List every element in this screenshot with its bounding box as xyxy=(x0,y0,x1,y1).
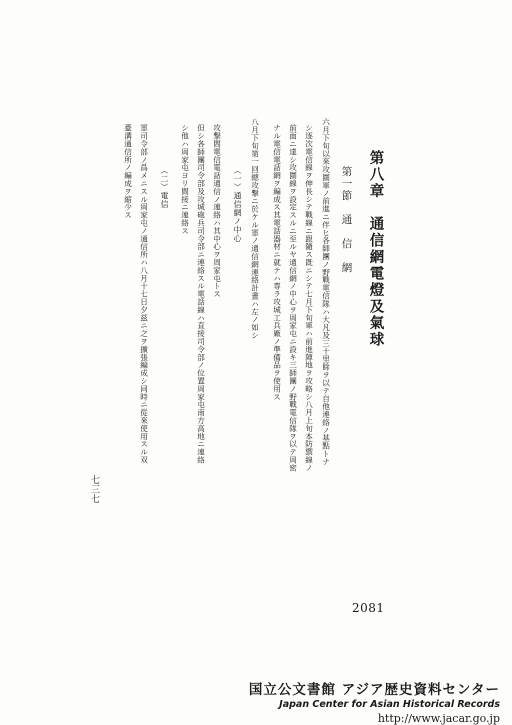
item-2-heading: （二）電信 xyxy=(160,166,169,209)
archive-footer xyxy=(195,678,500,725)
paragraph-1-line-3: 前面ニ達シ攻圍線ヲ設定スルニ至ルヤ通信網ノ中心ヲ周家屯ニ設キ三師團ノ野戰電信隊ヲ以テ周密 xyxy=(288,124,298,472)
archive-stamp-number: 2081 xyxy=(352,601,385,615)
paragraph-1-line-2: シ逐次電信線ヲ伸長シテ戰線ニ跟隨ス既ニシテ七月下旬軍ハ前進陣地ヲ攻略シ八月上旬本防禦線ノ xyxy=(304,124,314,472)
item-1-heading: （一）通信網ノ中心 xyxy=(233,166,242,243)
footer-institution-en: Japan Center for Asian Historical Records xyxy=(279,699,500,710)
footer-url: http://www.jacar.go.jp xyxy=(377,712,500,725)
paragraph-1-line-1: 六月下旬以來攻圍軍ノ前進ニ伴ヒ各師團ノ野戰電信隊ハ大凡及三十里餘ヲ以テ自他連絡ノ基點トナ xyxy=(321,118,331,466)
item-1-line-1: 攻撃間電信電話通信ノ連絡ハ其中心ヲ周家屯トス xyxy=(212,124,222,298)
item-1-line-3: シ他ハ周家屯ヨリ間接ニ連絡ス xyxy=(180,124,190,235)
paragraph-2: 八月下旬第一回總攻撃ニ於ケル軍ノ通信網連絡計畫ハ左ノ如シ xyxy=(250,118,260,340)
chapter-title: 第八章 通信網電燈及氣球 xyxy=(367,150,385,348)
page-number: 七三七 xyxy=(89,475,99,504)
item-1-line-2: 但シ各師團司令部及攻城砲兵司令部ニ連絡スル電話線ハ直接司令部ノ位置周家屯南方高地ニ連絡 xyxy=(196,124,206,464)
footer-institution-jp: 国立公文書館 アジア歴史資料センター xyxy=(248,682,500,698)
item-2-line-2: 臺溝通信所ノ編成ヲ縮少ス xyxy=(123,124,133,219)
item-2-line-1: 軍司令部ノ爲メニスル周家屯ノ通信所ハ八月十七日夕茲ニ之ヲ擴張編成シ同時ニ從來使用スル双 xyxy=(139,124,149,464)
paragraph-1-line-4: ナル電信電話網ヲ編成ス其電話器材ニ就テハ専ラ攻城工兵廠ノ準備品ヲ使用ス xyxy=(272,124,282,401)
section-title: 第一節 通 信 網 xyxy=(340,166,353,274)
